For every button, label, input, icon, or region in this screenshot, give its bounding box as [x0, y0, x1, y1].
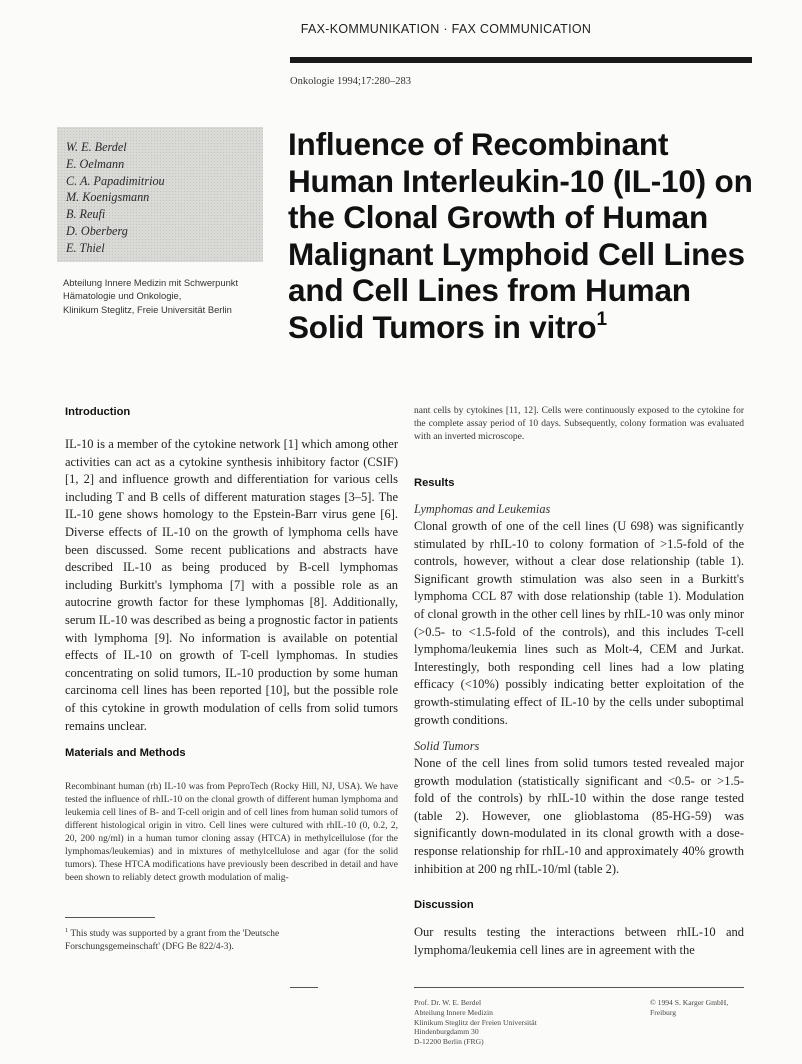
title-line: Malignant Lymphoid Cell Lines — [288, 235, 745, 272]
subheading-solid-tumors: Solid Tumors — [414, 739, 480, 753]
title-line: Influence of Recombinant — [288, 126, 669, 162]
rule-right — [414, 987, 744, 988]
introduction-text: IL-10 is a member of the cytokine network [1] which among other activities can act as a cytokine synthesis inhibitory factor (CSIF) [1, 2] and influence growth and differentiation for various cells including T and B cells of different maturation stages [3–5]. The IL-10 gene shows homology to the Epstein-Barr virus gene [6]. Diverse effects of IL-10 on the growth of lymphoma cells have been discussed. Some recent publications and abstracts have described IL-10 as being produced by B-cell lymphomas including Burkitt's lymphoma [7] with a possible role as an autocrine growth factor for these lymphomas [8]. Additionally, serum IL-10 was described as being a prognostic factor in patients with lymphoma [9]. No information is available on potential effects of IL-10 on growth of T-cell lymphomas. In studies concentrating on solid tumors, IL-10 production by some human carcinoma cell lines has been reported [10], but the possible role of this cytokine in growth modulation of cells from solid tumors remains unclear. — [65, 437, 398, 733]
header-rule — [290, 57, 752, 63]
correspondence-line: Hindenburgdamm 30 — [414, 1027, 479, 1037]
author: W. E. Berdel — [66, 140, 127, 154]
introduction-heading: Introduction — [65, 406, 131, 418]
discussion-heading: Discussion — [414, 899, 474, 911]
copyright-line: Freiburg — [650, 1007, 677, 1017]
copyright-line: © 1994 S. Karger GmbH, — [650, 998, 729, 1007]
subheading-lymphomas: Lymphomas and Leukemias — [414, 502, 551, 516]
author: E. Thiel — [66, 240, 105, 255]
affiliation — [63, 276, 273, 316]
citation: Onkologie 1994;17:280–283 — [290, 76, 412, 87]
article-title — [288, 126, 758, 345]
footnote-text: This study was supported by a grant from the 'Deutsche Forschungsgemeinschaft' (DFG Be 822/4-3). — [65, 929, 280, 952]
affiliation-line: Hämatologie und Onkologie, — [63, 290, 182, 302]
footnote-mark: 1 — [65, 927, 69, 934]
methods-text: Recombinant human (rh) IL-10 was from PeproTech (Rocky Hill, NJ, USA). We have tested the influence of rhIL-10 on the clonal growth of different human lymphoma and leukemia cell lines of B- and T-cell origin and of cell lines from human solid tumors of different histological origin in vitro. Cell lines were cultured with rhIL-10 (0, 0.2, 2, 20, 200 ng/ml) in a human tumor cloning assay (HTCA) in methylcellulose (for the lymphomas/leukemias) and in mixtures of methylcellulose and agar (for the solid tumors). These HTCA modifications have previously been described in detail and have been shown to reliably detect growth modulation of malig- — [65, 782, 398, 883]
results-solid-tumors-text: None of the cell lines from solid tumors tested revealed major growth modulation (statistically significant and <0.5- or >1.5-fold of the controls) by rhIL-10 within the dose range tested (table 2). However, one glioblastoma (85-HG-59) was significantly down-modulated in its clonal growth with a dose-response relationship for rhIL-10 and approximately 40% growth inhibition at 200 ng rhIL-10/ml (table 2). — [414, 756, 744, 876]
correspondence-address — [414, 998, 614, 1047]
title-footnote-mark: 1 — [596, 308, 607, 330]
author: E. Oelmann — [66, 156, 125, 171]
author-list — [57, 127, 263, 257]
footnote-rule — [65, 917, 155, 918]
results-heading: Results — [414, 477, 455, 489]
copyright — [650, 998, 750, 1018]
correspondence-line: Abteilung Innere Medizin — [414, 1007, 493, 1017]
correspondence-line: Prof. Dr. W. E. Berdel — [414, 998, 482, 1007]
methods-text-continued: nant cells by cytokines [11, 12]. Cells were continuously exposed to the cytokine for the complete assay period of 10 days. Subsequently, colony formation was evaluated with an inverted microscope. — [414, 406, 744, 442]
methods-heading: Materials and Methods — [65, 747, 186, 759]
discussion-text: Our results testing the interactions between rhIL-10 and lymphoma/leukemia cell lines are in agreement with the — [414, 925, 744, 957]
correspondence-line: D-12200 Berlin (FRG) — [414, 1037, 484, 1047]
journal-section-label: FAX-KOMMUNIKATION · FAX COMMUNICATION — [300, 22, 592, 36]
title-line: Human Interleukin-10 (IL-10) on — [288, 162, 753, 199]
title-line: the Clonal Growth of Human — [288, 199, 709, 235]
author: C. A. Papadimitriou — [66, 173, 165, 188]
title-line: Solid Tumors in vitro — [288, 308, 597, 345]
author: D. Oberberg — [66, 223, 128, 238]
footnote — [65, 925, 355, 953]
rule-left — [290, 987, 318, 988]
correspondence-line: Klinikum Steglitz der Freien Universität — [414, 1017, 537, 1027]
title-line-last — [288, 309, 758, 346]
title-line: and Cell Lines from Human — [288, 272, 691, 308]
results-lymphomas-text: Clonal growth of one of the cell lines (U 698) was significantly stimulated by rhIL-10 to colony formation of >1.5-fold of the controls, however, without a clear dose relationship (table 1). Significant growth stimulation was also seen in a Burkitt's lymphoma CCL 87 with dose relationship (table 1). Modulation of clonal growth in the other cell lines by rhIL-10 was only minor (>0.5- to <1.5-fold of the controls), and this includes T-cell lymphoma/leukemia lines such as Molt-4, CEM and Jurkat. Interestingly, both responding cell lines had a low plating efficacy (<10%) possibly indicating better exploitation of the growth-stimulating effect of IL-10 by the cells under suboptimal growth conditions. — [414, 519, 744, 727]
author: M. Koenigsmann — [66, 190, 150, 205]
affiliation-line: Abteilung Innere Medizin mit Schwerpunkt — [63, 277, 239, 288]
affiliation-line: Klinikum Steglitz, Freie Universität Berlin — [63, 303, 232, 315]
author-box — [57, 127, 263, 262]
author: B. Reufi — [66, 207, 106, 222]
